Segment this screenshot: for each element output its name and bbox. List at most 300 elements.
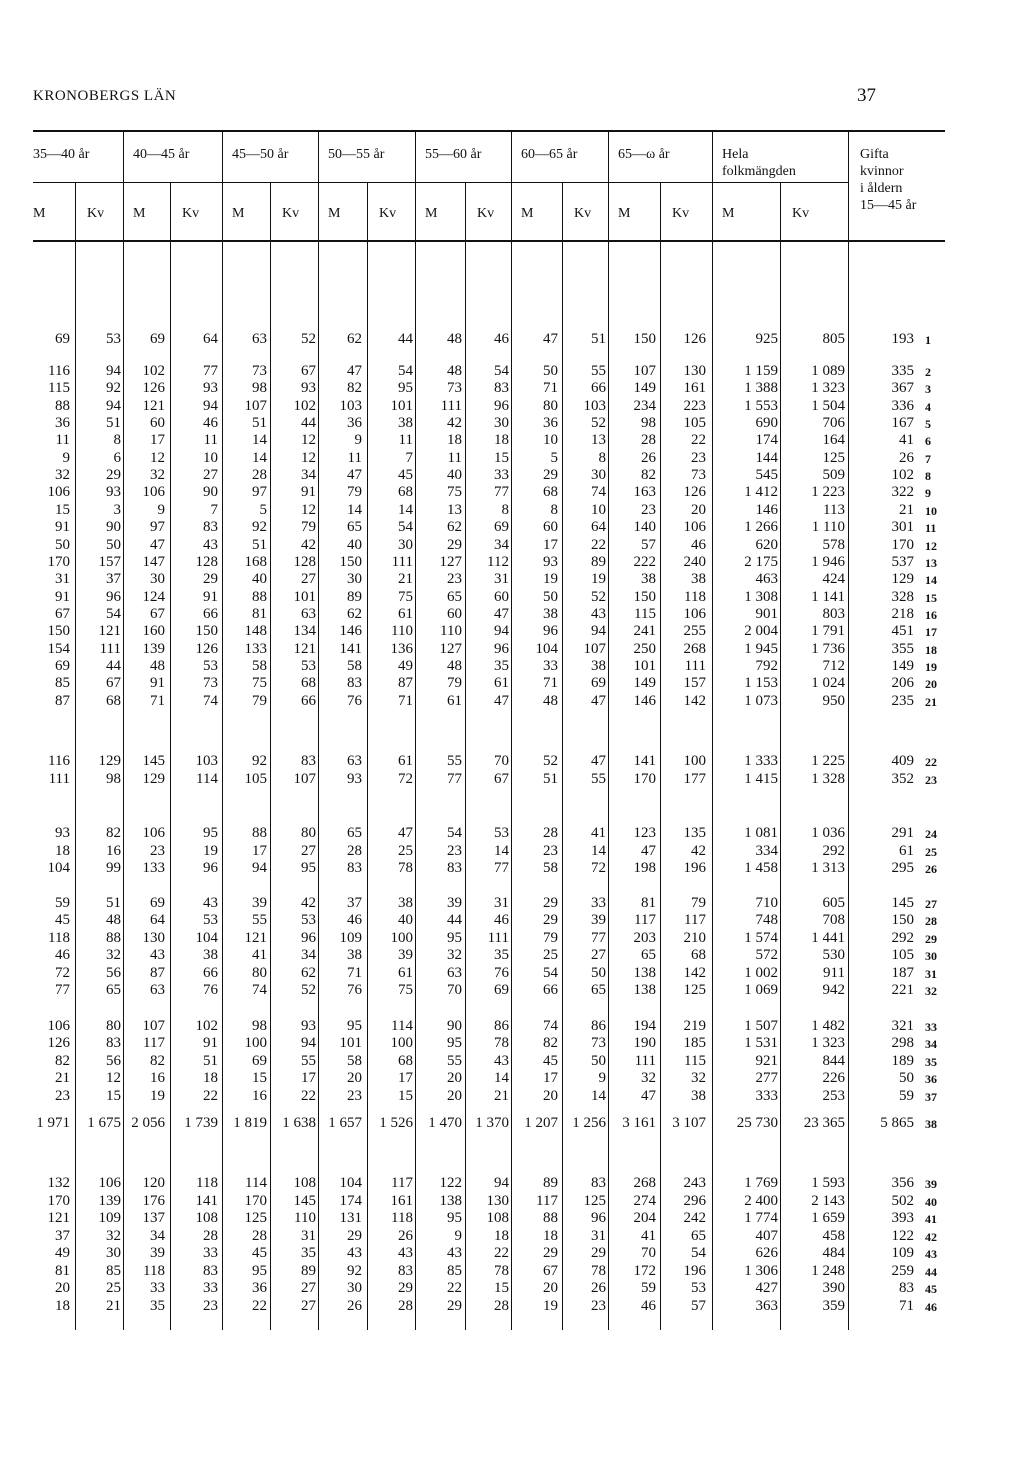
table-cell: 23: [347, 1087, 362, 1104]
table-cell: 1 002: [744, 964, 778, 981]
table-cell: 451: [891, 623, 914, 640]
table-cell: 204: [633, 1210, 656, 1226]
table-cell: 12: [301, 501, 316, 518]
table-cell: 1 323: [811, 380, 845, 397]
table-cell: 59: [899, 1087, 914, 1104]
row-number: 41: [925, 1212, 937, 1226]
table-cell: 43: [447, 1245, 462, 1261]
table-cell: 79: [347, 484, 362, 501]
table-cell: 76: [347, 692, 362, 709]
table-cell: 301: [891, 519, 914, 536]
table-cell: 10: [203, 449, 218, 466]
table-cell: 23: [55, 1087, 70, 1104]
table-cell: 66: [203, 964, 218, 981]
table-cell: 1 207: [524, 1115, 558, 1131]
table-cell: 45: [252, 1245, 267, 1261]
table-cell: 359: [822, 1297, 845, 1314]
table-cell: 106: [47, 484, 70, 501]
table-cell: 18: [543, 1227, 558, 1244]
table-cell: 53: [691, 1280, 706, 1296]
table-cell: 47: [150, 536, 165, 553]
table-cell: 1 675: [87, 1115, 121, 1131]
table-cell: 8: [598, 449, 606, 466]
table-cell: 13: [591, 432, 606, 449]
table-cell: 145: [293, 1192, 316, 1209]
table-cell: 12: [106, 1070, 121, 1087]
table-cell: 138: [633, 964, 656, 981]
table-cell: 40: [252, 571, 267, 588]
table-cell: 5: [550, 449, 558, 466]
table-cell: 23: [691, 449, 706, 466]
table-cell: 23: [203, 1297, 218, 1314]
table-cell: 91: [55, 519, 70, 536]
table-cell: 292: [891, 929, 914, 946]
table-cell: 19: [543, 571, 558, 588]
table-cell: 47: [494, 605, 509, 622]
table-cell: 83: [106, 1035, 121, 1052]
table-cell: 83: [203, 519, 218, 536]
table-cell: 1 657: [328, 1115, 362, 1131]
table-cell: 18: [447, 432, 462, 449]
table-cell: 14: [591, 1087, 606, 1104]
table-cell: 86: [494, 1018, 509, 1034]
gifta-header: 15—45 år: [860, 198, 917, 213]
table-cell: 241: [633, 623, 656, 640]
table-cell: 107: [583, 640, 606, 657]
sub-header-kv: Kv: [282, 206, 300, 221]
table-cell: 83: [301, 753, 316, 769]
table-cell: 102: [142, 363, 165, 379]
table-cell: 131: [339, 1210, 362, 1226]
table-cell: 121: [244, 929, 267, 946]
table-cell: 706: [822, 415, 845, 432]
table-cell: 103: [195, 753, 218, 769]
table-cell: 31: [591, 1227, 606, 1244]
table-cell: 53: [203, 912, 218, 929]
table-cell: 61: [899, 842, 914, 859]
table-cell: 67: [55, 605, 70, 622]
table-cell: 150: [195, 623, 218, 640]
table-cell: 48: [150, 657, 165, 674]
sub-header-kv: Kv: [792, 206, 810, 221]
table-cell: 253: [822, 1087, 845, 1104]
table-cell: 80: [543, 397, 558, 414]
table-cell: 95: [301, 860, 316, 876]
table-cell: 86: [591, 1018, 606, 1034]
table-cell: 38: [347, 947, 362, 964]
table-cell: 73: [203, 675, 218, 692]
table-cell: 15: [106, 1087, 121, 1104]
table-cell: 196: [683, 1262, 706, 1279]
table-cell: 89: [591, 553, 606, 570]
group-header: 45—50 år: [232, 147, 289, 162]
page-number: 37: [857, 85, 876, 106]
table-cell: 210: [683, 929, 706, 946]
table-cell: 163: [633, 484, 656, 501]
table-cell: 578: [822, 536, 845, 553]
table-cell: 82: [55, 1052, 70, 1069]
table-cell: 748: [755, 912, 778, 929]
table-cell: 530: [822, 947, 845, 964]
table-cell: 79: [252, 692, 267, 709]
table-cell: 29: [447, 1297, 462, 1314]
table-cell: 59: [641, 1280, 656, 1296]
table-cell: 14: [494, 1070, 509, 1087]
table-cell: 96: [203, 860, 218, 876]
table-cell: 7: [210, 501, 218, 518]
table-cell: 42: [301, 895, 316, 911]
table-cell: 28: [252, 1227, 267, 1244]
table-cell: 102: [891, 467, 914, 484]
table-cell: 1 306: [744, 1262, 778, 1279]
row-number: 21: [925, 694, 937, 709]
table-cell: 115: [634, 605, 656, 622]
table-cell: 76: [494, 964, 509, 981]
sub-header-m: M: [521, 206, 534, 221]
table-cell: 1 153: [744, 675, 778, 692]
table-cell: 170: [633, 771, 656, 787]
table-cell: 30: [106, 1245, 121, 1261]
table-cell: 69: [150, 895, 165, 911]
table-cell: 26: [347, 1297, 362, 1314]
table-cell: 121: [98, 623, 121, 640]
table-cell: 194: [633, 1018, 656, 1034]
table-cell: 117: [536, 1192, 558, 1209]
table-cell: 91: [301, 484, 316, 501]
table-cell: 1 328: [811, 771, 845, 787]
table-cell: 23 365: [803, 1115, 845, 1131]
table-cell: 242: [683, 1210, 706, 1226]
table-cell: 1 141: [811, 588, 845, 605]
table-cell: 38: [691, 1087, 706, 1104]
table-cell: 17: [150, 432, 165, 449]
table-cell: 87: [55, 692, 70, 709]
table-cell: 103: [583, 397, 606, 414]
table-cell: 91: [55, 588, 70, 605]
table-cell: 146: [755, 501, 778, 518]
table-cell: 77: [203, 363, 218, 379]
table-cell: 46: [494, 912, 509, 929]
table-cell: 15: [55, 501, 70, 518]
table-cell: 1 945: [744, 640, 778, 657]
table-cell: 942: [822, 982, 845, 998]
table-cell: 712: [822, 657, 845, 674]
table-cell: 1 266: [744, 519, 778, 536]
table-cell: 95: [447, 1035, 462, 1052]
sub-header-m: M: [722, 206, 735, 221]
table-cell: 458: [822, 1227, 845, 1244]
table-cell: 83: [494, 380, 509, 397]
table-cell: 16: [252, 1087, 267, 1104]
table-cell: 23: [591, 1297, 606, 1314]
table-cell: 47: [591, 753, 606, 769]
table-cell: 234: [633, 397, 656, 414]
table-cell: 1 739: [184, 1115, 218, 1131]
table-cell: 91: [203, 1035, 218, 1052]
table-cell: 61: [398, 753, 413, 769]
table-cell: 29: [543, 467, 558, 484]
table-cell: 14: [252, 449, 267, 466]
table-cell: 43: [203, 895, 218, 911]
table-cell: 116: [48, 363, 70, 379]
table-cell: 142: [683, 692, 706, 709]
table-cell: 148: [244, 623, 267, 640]
table-cell: 11: [447, 449, 462, 466]
table-cell: 1 659: [811, 1210, 845, 1226]
table-cell: 96: [591, 1210, 606, 1226]
table-cell: 1 531: [744, 1035, 778, 1052]
group-divider: [415, 130, 416, 1330]
table-cell: 93: [543, 553, 558, 570]
table-cell: 149: [633, 380, 656, 397]
table-cell: 708: [822, 912, 845, 929]
table-cell: 88: [543, 1210, 558, 1226]
table-cell: 55: [252, 912, 267, 929]
table-cell: 116: [48, 753, 70, 769]
table-cell: 18: [494, 432, 509, 449]
table-cell: 139: [98, 1192, 121, 1209]
table-cell: 78: [494, 1262, 509, 1279]
table-cell: 93: [301, 380, 316, 397]
table-cell: 537: [891, 553, 914, 570]
row-number: 44: [925, 1264, 937, 1279]
table-cell: 94: [591, 623, 606, 640]
table-cell: 28: [494, 1297, 509, 1314]
gifta-header: kvinnor: [860, 164, 904, 179]
table-cell: 620: [755, 536, 778, 553]
table-cell: 47: [591, 692, 606, 709]
table-cell: 55: [591, 771, 606, 787]
row-number: 22: [925, 755, 937, 769]
row-number: 35: [925, 1054, 937, 1069]
table-cell: 1 225: [811, 753, 845, 769]
table-cell: 14: [252, 432, 267, 449]
table-cell: 105: [891, 947, 914, 964]
table-cell: 56: [106, 964, 121, 981]
table-cell: 82: [543, 1035, 558, 1052]
table-cell: 68: [301, 675, 316, 692]
table-cell: 545: [755, 467, 778, 484]
table-cell: 78: [398, 860, 413, 876]
table-cell: 110: [391, 623, 413, 640]
table-cell: 226: [822, 1070, 845, 1087]
table-cell: 80: [252, 964, 267, 981]
table-cell: 79: [691, 895, 706, 911]
table-cell: 98: [641, 415, 656, 432]
table-cell: 132: [47, 1175, 70, 1191]
table-cell: 101: [390, 397, 413, 414]
table-cell: 572: [755, 947, 778, 964]
table-cell: 102: [293, 397, 316, 414]
table-cell: 61: [398, 605, 413, 622]
group-divider: [848, 130, 849, 1330]
table-cell: 76: [203, 982, 218, 998]
table-cell: 52: [301, 982, 316, 998]
table-cell: 67: [301, 363, 316, 379]
table-cell: 38: [203, 947, 218, 964]
table-cell: 268: [683, 640, 706, 657]
table-cell: 147: [142, 553, 165, 570]
table-cell: 65: [347, 519, 362, 536]
row-number: 23: [925, 773, 937, 787]
table-cell: 45: [398, 467, 413, 484]
table-cell: 96: [494, 640, 509, 657]
table-cell: 21: [899, 501, 914, 518]
table-cell: 31: [301, 1227, 316, 1244]
table-cell: 1 370: [475, 1115, 509, 1131]
table-cell: 48: [447, 657, 462, 674]
table-cell: 33: [203, 1245, 218, 1261]
table-cell: 25: [543, 947, 558, 964]
table-cell: 43: [398, 1245, 413, 1261]
table-cell: 130: [142, 929, 165, 946]
table-cell: 39: [591, 912, 606, 929]
table-cell: 22: [591, 536, 606, 553]
table-cell: 79: [543, 929, 558, 946]
table-cell: 10: [543, 432, 558, 449]
table-cell: 80: [301, 825, 316, 841]
table-cell: 114: [391, 1018, 413, 1034]
table-cell: 103: [339, 397, 362, 414]
table-cell: 73: [447, 380, 462, 397]
table-cell: 27: [301, 1280, 316, 1296]
table-cell: 39: [252, 895, 267, 911]
table-cell: 121: [47, 1210, 70, 1226]
table-cell: 33: [150, 1280, 165, 1296]
table-cell: 107: [293, 771, 316, 787]
table-cell: 83: [347, 675, 362, 692]
row-number: 18: [925, 642, 937, 657]
table-cell: 47: [494, 692, 509, 709]
group-divider: [123, 130, 124, 1330]
table-cell: 109: [98, 1210, 121, 1226]
table-cell: 27: [301, 842, 316, 859]
table-cell: 52: [591, 588, 606, 605]
table-cell: 113: [823, 501, 845, 518]
table-cell: 149: [891, 657, 914, 674]
table-cell: 259: [891, 1262, 914, 1279]
group-divider: [222, 130, 223, 1330]
table-cell: 46: [55, 947, 70, 964]
row-number: 36: [925, 1072, 937, 1087]
table-cell: 367: [891, 380, 914, 397]
table-cell: 16: [150, 1070, 165, 1087]
table-cell: 29: [203, 571, 218, 588]
table-cell: 52: [301, 331, 316, 347]
table-cell: 69: [150, 331, 165, 347]
table-cell: 81: [55, 1262, 70, 1279]
table-cell: 77: [494, 484, 509, 501]
table-cell: 46: [641, 1297, 656, 1314]
table-cell: 68: [398, 484, 413, 501]
table-cell: 161: [390, 1192, 413, 1209]
table-cell: 82: [106, 825, 121, 841]
table-cell: 114: [196, 771, 218, 787]
table-cell: 10: [591, 501, 606, 518]
table-cell: 44: [398, 331, 413, 347]
table-cell: 77: [55, 982, 70, 998]
table-cell: 28: [347, 842, 362, 859]
table-cell: 74: [591, 484, 606, 501]
table-cell: 46: [203, 415, 218, 432]
table-cell: 174: [755, 432, 778, 449]
table-cell: 47: [347, 467, 362, 484]
table-cell: 126: [195, 640, 218, 657]
table-cell: 111: [99, 640, 121, 657]
group-header: 65—ω år: [618, 147, 670, 162]
table-cell: 98: [252, 1018, 267, 1034]
table-cell: 95: [447, 929, 462, 946]
table-cell: 17: [543, 536, 558, 553]
table-cell: 101: [339, 1035, 362, 1052]
table-cell: 69: [252, 1052, 267, 1069]
table-cell: 37: [347, 895, 362, 911]
table-cell: 71: [899, 1297, 914, 1314]
table-cell: 80: [106, 1018, 121, 1034]
table-cell: 62: [447, 519, 462, 536]
table-cell: 32: [55, 467, 70, 484]
table-cell: 36: [543, 415, 558, 432]
table-cell: 72: [398, 771, 413, 787]
table-cell: 51: [106, 415, 121, 432]
table-cell: 51: [252, 536, 267, 553]
table-cell: 70: [641, 1245, 656, 1261]
table-cell: 792: [755, 657, 778, 674]
table-cell: 25: [398, 842, 413, 859]
table-cell: 13: [447, 501, 462, 518]
table-cell: 107: [633, 363, 656, 379]
table-cell: 36: [55, 415, 70, 432]
table-cell: 1 412: [744, 484, 778, 501]
row-number: 45: [925, 1282, 937, 1296]
table-cell: 41: [252, 947, 267, 964]
table-cell: 106: [683, 605, 706, 622]
table-cell: 12: [301, 449, 316, 466]
table-cell: 352: [891, 771, 914, 787]
table-cell: 39: [447, 895, 462, 911]
table-cell: 43: [591, 605, 606, 622]
table-cell: 170: [47, 553, 70, 570]
table-cell: 296: [683, 1192, 706, 1209]
table-cell: 92: [252, 519, 267, 536]
table-cell: 23: [543, 842, 558, 859]
group-header: 50—55 år: [328, 147, 385, 162]
table-cell: 168: [244, 553, 267, 570]
row-number: 15: [925, 590, 937, 605]
table-cell: 29: [106, 467, 121, 484]
table-cell: 28: [543, 825, 558, 841]
table-cell: 38: [398, 415, 413, 432]
table-cell: 356: [891, 1175, 914, 1191]
table-cell: 66: [591, 380, 606, 397]
table-cell: 117: [684, 912, 706, 929]
table-cell: 1 323: [811, 1035, 845, 1052]
table-cell: 240: [683, 553, 706, 570]
table-cell: 50: [543, 588, 558, 605]
table-cell: 57: [641, 536, 656, 553]
row-number: 5: [925, 417, 931, 432]
table-cell: 47: [347, 363, 362, 379]
table-cell: 8: [113, 432, 121, 449]
table-cell: 20: [691, 501, 706, 518]
table-cell: 74: [203, 692, 218, 709]
table-cell: 53: [203, 657, 218, 674]
row-number: 28: [925, 914, 937, 929]
table-cell: 95: [447, 1210, 462, 1226]
table-cell: 55: [447, 753, 462, 769]
table-cell: 118: [684, 588, 706, 605]
row-number: 29: [925, 931, 937, 946]
